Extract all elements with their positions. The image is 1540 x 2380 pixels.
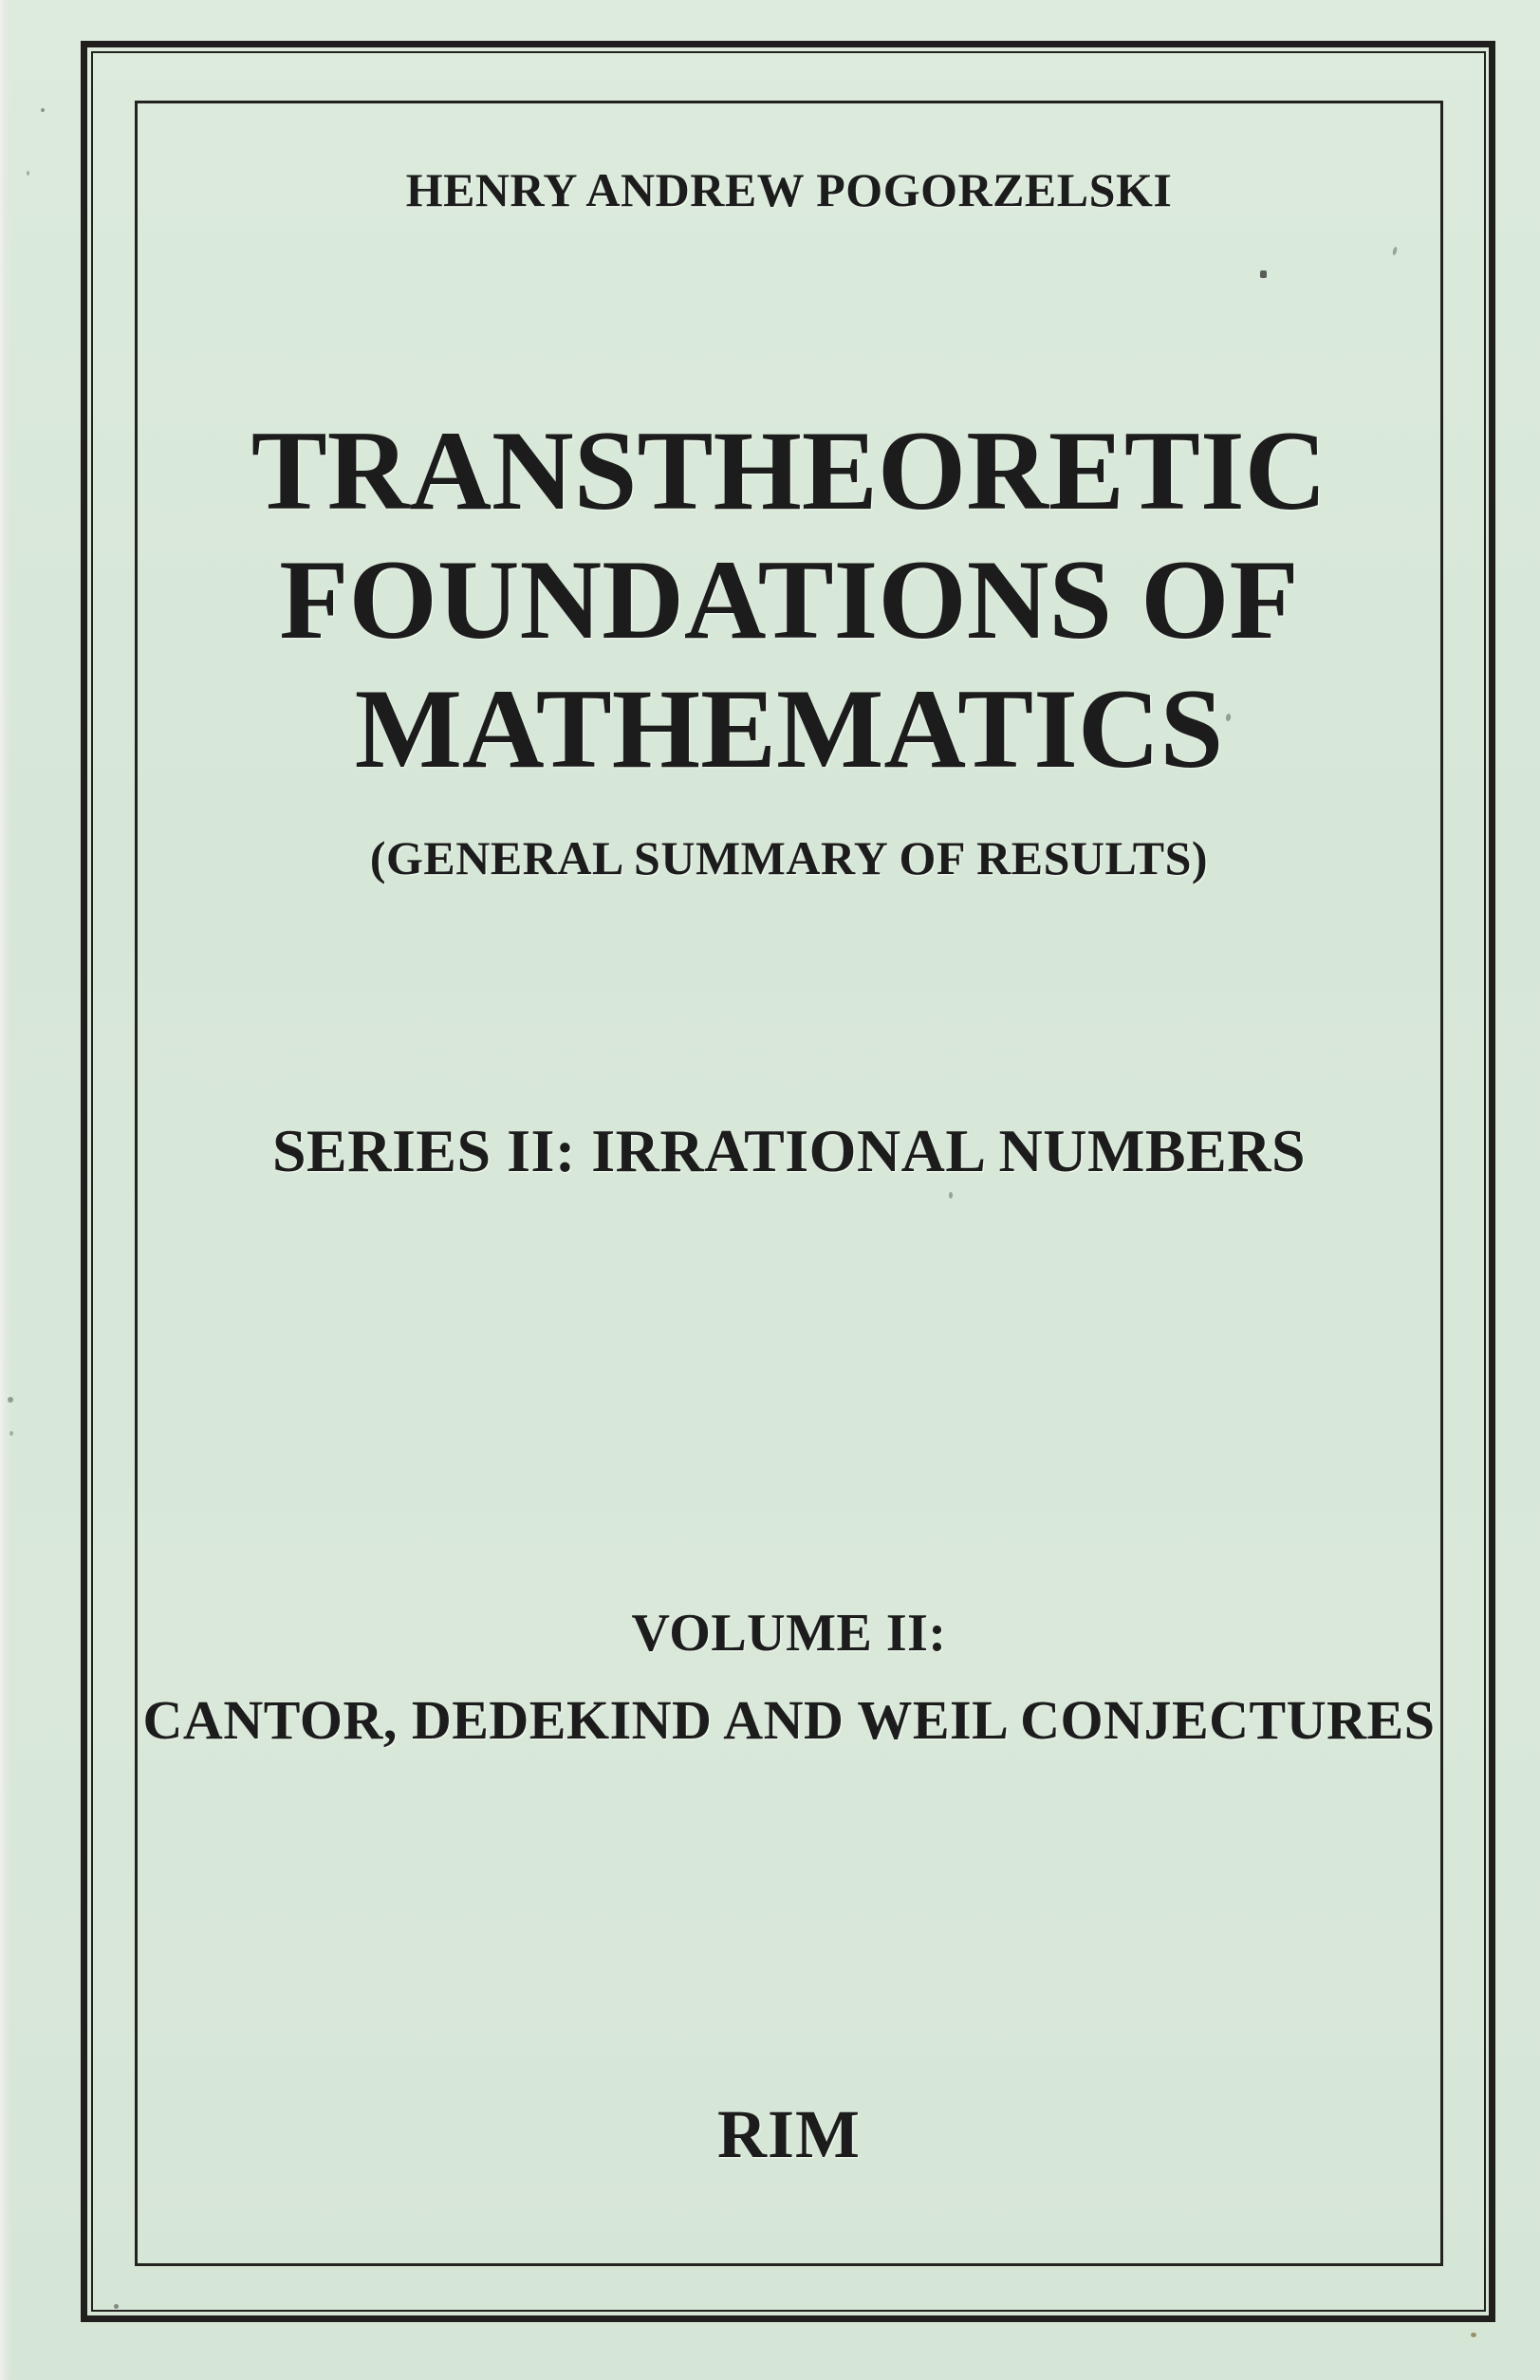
scan-speck: [27, 171, 29, 176]
scan-speck: [9, 1431, 13, 1436]
book-title-line-1: TRANSTHEORETIC: [250, 407, 1327, 533]
publisher-mark: RIM: [717, 2096, 861, 2172]
scan-speck: [8, 1397, 13, 1403]
scan-speck: [41, 108, 45, 112]
scan-speck: [1471, 2333, 1476, 2337]
scan-speck: [949, 1192, 953, 1199]
volume-line: VOLUME II:: [631, 1604, 947, 1663]
scanned-page-edge: [0, 0, 11, 2380]
author-name: HENRY ANDREW POGORZELSKI: [405, 163, 1173, 216]
book-title-line-3: MATHEMATICS: [354, 665, 1224, 791]
scan-speck: [114, 2304, 119, 2309]
series-line: SERIES II: IRRATIONAL NUMBERS: [271, 1117, 1307, 1184]
book-title-line-2: FOUNDATIONS OF: [279, 536, 1299, 662]
subtitle: (GENERAL SUMMARY OF RESULTS): [369, 831, 1209, 884]
book-title: [135, 406, 1443, 793]
scan-speck: [1260, 270, 1267, 278]
volume-subtitle-line: CANTOR, DEDEKIND AND WEIL CONJECTURES: [142, 1689, 1436, 1751]
cover-content: [135, 101, 1443, 2266]
